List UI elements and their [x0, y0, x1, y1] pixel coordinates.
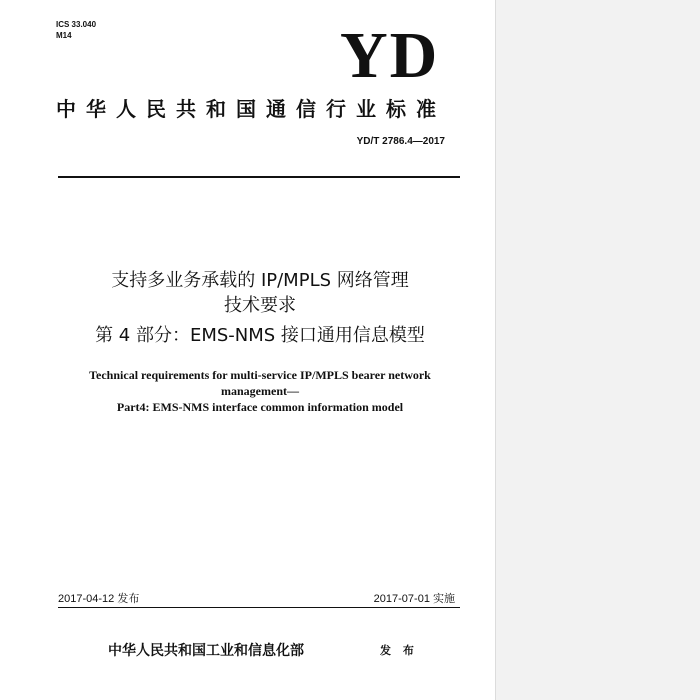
title-cn-line1: 支持多业务承载的 IP/MPLS 网络管理	[111, 270, 409, 291]
title-cn-line3: 第 4 部分：EMS-NMS 接口通用信息模型	[95, 325, 425, 346]
title-en-line2: management—	[221, 384, 299, 398]
standard-number: YD/T 2786.4—2017	[356, 136, 445, 147]
implement-date: 2017-07-01 实施	[373, 593, 455, 605]
viewer-background	[495, 0, 700, 700]
title-cn-line2: 技术要求	[224, 295, 296, 316]
ics-code: ICS 33.040	[56, 20, 97, 29]
issue-label: 发 布	[380, 644, 418, 657]
header-divider	[58, 176, 460, 178]
publish-date: 2017-04-12 发布	[58, 593, 140, 605]
footer-divider	[58, 607, 460, 608]
yd-logo: YD	[340, 19, 440, 92]
title-en-line3: Part4: EMS-NMS interface common information model	[116, 400, 404, 414]
classification-code: M14	[56, 31, 72, 40]
standard-type: 中华人民共和国通信行业标准	[56, 97, 446, 121]
issuing-authority: 中华人民共和国工业和信息化部	[108, 643, 304, 659]
title-en-line1: Technical requirements for multi-service IP/MPLS bearer network	[89, 368, 431, 382]
